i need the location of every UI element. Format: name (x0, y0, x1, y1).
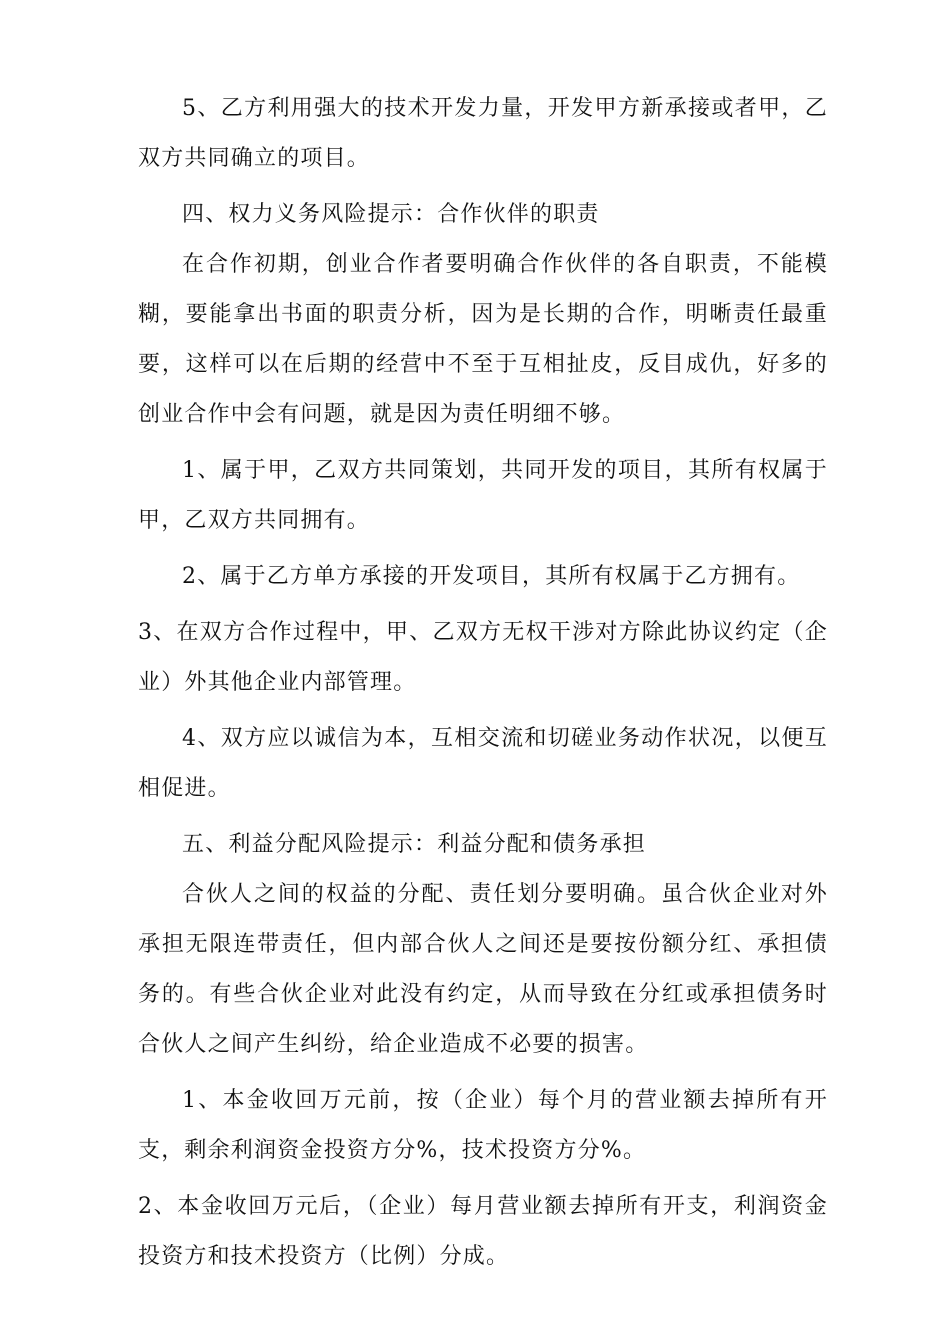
section-4-item-2: 2、属于乙方单方承接的开发项目，其所有权属于乙方拥有。 (182, 564, 801, 589)
section-4-item-4: 4、双方应以诚信为本，互相交流和切磋业务动作状况，以便互相促进。 (138, 726, 828, 801)
section-4-item-1: 1、属于甲，乙双方共同策划，共同开发的项目，其所有权属于甲，乙双方共同拥有。 (138, 458, 828, 533)
section-4-item-3: 3、在双方合作过程中，甲、乙双方无权干涉对方除此协议约定（企业）外其他企业内部管理。 (138, 620, 828, 695)
section-5-item-1: 1、本金收回万元前，按（企业）每个月的营业额去掉所有开支，剩余利润资金投资方分%，技术投资方分%。 (138, 1088, 828, 1163)
clause-5-paragraph: 5、乙方利用强大的技术开发力量，开发甲方新承接或者甲，乙双方共同确立的项目。 (138, 96, 828, 171)
document-body (138, 84, 828, 1282)
section-4-intro-paragraph: 在合作初期，创业合作者要明确合作伙伴的各自职责，不能模糊，要能拿出书面的职责分析，因为是长期的合作，明晰责任最重要，这样可以在后期的经营中不至于互相扯皮，反目成仇，好多的创业合作中会有问题，就是因为责任明细不够。 (138, 252, 828, 427)
section-4-heading: 四、权力义务风险提示：合作伙伴的职责 (182, 202, 600, 227)
section-5-heading: 五、利益分配风险提示：利益分配和债务承担 (182, 832, 647, 857)
section-5-item-2: 2、本金收回万元后，（企业）每月营业额去掉所有开支，利润资金投资方和技术投资方（比例）分成。 (138, 1194, 828, 1269)
section-5-intro-paragraph: 合伙人之间的权益的分配、责任划分要明确。虽合伙企业对外承担无限连带责任，但内部合伙人之间还是要按份额分红、承担债务的。有些合伙企业对此没有约定，从而导致在分红或承担债务时合伙人之间产生纠纷，给企业造成不必要的损害。 (138, 882, 828, 1057)
